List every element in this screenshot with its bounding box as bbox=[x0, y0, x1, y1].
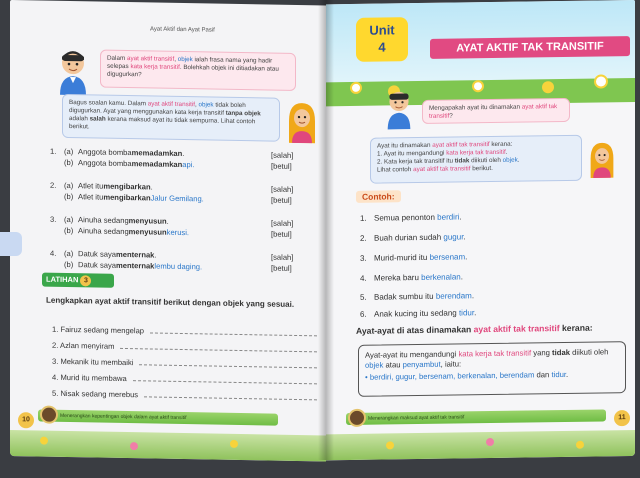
example-text: Ainuha sedang bbox=[78, 215, 129, 226]
bullet-text: berdiri, gugur, bersenam, berkenalan, berendam bbox=[369, 370, 535, 382]
boy-avatar-icon bbox=[56, 49, 90, 96]
sentence-verb: berdiri bbox=[437, 212, 460, 222]
bullet-icon: • bbox=[365, 372, 370, 382]
sentence-end: . bbox=[459, 212, 462, 222]
bubble-text: adalah bbox=[69, 115, 90, 123]
example-text: Atlet itu bbox=[78, 181, 104, 191]
flower-icon bbox=[486, 438, 494, 446]
bullet-text: tidur bbox=[551, 369, 566, 380]
answer-blank[interactable] bbox=[150, 326, 317, 336]
bubble-highlight: kata kerja transitif bbox=[130, 63, 180, 71]
example-rest: . bbox=[154, 250, 157, 260]
example-label: (b) bbox=[64, 225, 74, 235]
box-text: diikuti oleh bbox=[570, 347, 609, 357]
example-verb: menternak bbox=[116, 249, 155, 260]
example-object: lembu daging. bbox=[154, 261, 203, 271]
bubble-text: Lihat contoh bbox=[377, 166, 414, 174]
example-answer: [salah] bbox=[271, 252, 294, 262]
example-answer: [betul] bbox=[271, 229, 292, 239]
unit-number: 4 bbox=[378, 39, 386, 55]
bubble-highlight: kata kerja tak transitif bbox=[446, 148, 506, 157]
bubble-text: . bbox=[517, 156, 520, 164]
example-verb: mengibarkan bbox=[103, 181, 151, 192]
answer-blank[interactable] bbox=[139, 358, 317, 368]
example-verb: memadamkan bbox=[131, 148, 183, 159]
flower-icon bbox=[576, 441, 584, 449]
bubble-highlight: ayat aktif tak transitif bbox=[429, 103, 558, 120]
example-label: (a) bbox=[64, 146, 74, 157]
bubble-bold: tanpa objek bbox=[225, 109, 261, 118]
pencil-clip-icon bbox=[0, 232, 22, 256]
bubble-highlight: ayat aktif transitif bbox=[126, 55, 175, 63]
bubble-text: ? bbox=[449, 112, 453, 120]
answer-blank[interactable] bbox=[144, 390, 317, 400]
footer bbox=[346, 406, 606, 428]
bubble-text: Ayat itu dinamakan bbox=[377, 141, 433, 150]
right-page bbox=[326, 0, 635, 460]
book-spine bbox=[318, 0, 334, 460]
girl-avatar-icon bbox=[286, 101, 318, 144]
box-bold: tidak bbox=[552, 347, 570, 358]
example-sentence bbox=[360, 291, 474, 302]
bullet-text: dan bbox=[534, 370, 552, 380]
bubble-text: 1. Ayat itu mengandungi bbox=[377, 149, 447, 158]
bubble-highlight: objek bbox=[502, 156, 518, 164]
footer bbox=[38, 406, 278, 428]
example-text: Anggota bomba bbox=[78, 147, 132, 158]
sentence-text: Buah durian sudah bbox=[374, 232, 444, 243]
speech-bubble-question bbox=[100, 50, 296, 91]
sentence-text: Mereka baru bbox=[374, 272, 422, 283]
example-answer: [betul] bbox=[271, 263, 292, 273]
bubble-highlight: ayat aktif transitif bbox=[147, 100, 196, 109]
exercise-text: 5. Nisak sedang merebus bbox=[52, 388, 139, 400]
sentence-verb: berendam bbox=[435, 291, 472, 301]
example-rest: . bbox=[150, 182, 153, 192]
grass-border bbox=[326, 430, 635, 460]
sentence-text: Semua penonton bbox=[374, 212, 438, 223]
sentence-number: 6. bbox=[360, 309, 367, 319]
page-number: 11 bbox=[614, 410, 630, 426]
bubble-text: berikut. bbox=[470, 164, 493, 173]
objective-badge-icon bbox=[348, 409, 366, 427]
example-number: 3. bbox=[50, 214, 57, 224]
bubble-text: diikuti oleh bbox=[469, 156, 503, 165]
flower-icon bbox=[472, 80, 484, 92]
bubble-bold: salah bbox=[89, 115, 106, 123]
answer-blank[interactable] bbox=[133, 374, 317, 384]
example-number: 2. bbox=[50, 180, 57, 190]
grass-border bbox=[10, 430, 326, 462]
bubble-highlight: objek bbox=[177, 55, 193, 64]
example-label: (a) bbox=[64, 214, 74, 225]
sentence-text: Murid-murid itu bbox=[374, 252, 430, 263]
page-title: AYAT AKTIF TAK TRANSITIF bbox=[430, 36, 630, 59]
bubble-text: . bbox=[505, 148, 508, 156]
bubble-text: 2. Kata kerja tak transitif itu bbox=[377, 157, 455, 166]
example-list bbox=[50, 147, 305, 172]
sentence-number: 3. bbox=[360, 253, 367, 263]
example-list bbox=[50, 181, 305, 206]
example-text: Datuk saya bbox=[78, 249, 116, 259]
exercise-item[interactable] bbox=[52, 373, 317, 387]
sentence-end: . bbox=[471, 291, 475, 301]
box-highlight: objek bbox=[365, 360, 384, 370]
example-rest: . bbox=[182, 149, 185, 159]
exercise-text: 3. Mekanik itu membaiki bbox=[52, 356, 134, 368]
example-object: Jalur Gemilang. bbox=[150, 192, 204, 203]
sentence-verb: bersenam bbox=[429, 252, 466, 262]
sentence-text: Badak sumbu itu bbox=[374, 291, 436, 302]
girl-avatar-icon bbox=[588, 140, 616, 178]
speech-bubble-answer bbox=[370, 135, 582, 184]
box-text: atau bbox=[383, 360, 403, 370]
sentence-number: 1. bbox=[360, 213, 367, 223]
box-highlight: kata kerja tak transitif bbox=[458, 348, 532, 359]
footer-bar bbox=[38, 409, 278, 425]
box-text: yang bbox=[531, 348, 553, 358]
sentence-end: . bbox=[465, 252, 468, 262]
latihan-number: 3 bbox=[80, 275, 91, 286]
bubble-highlight: ayat aktif tak transitif bbox=[432, 141, 490, 149]
exercise-item[interactable] bbox=[52, 357, 317, 371]
example-text: Ainuha sedang bbox=[78, 225, 129, 236]
footer-bar bbox=[346, 409, 606, 425]
example-object: kerusi. bbox=[166, 227, 190, 237]
summary-heading bbox=[356, 323, 593, 336]
box-highlight: penyambut bbox=[402, 359, 441, 370]
exercise-instruction: Lengkapkan ayat aktif transitif berikut dengan objek yang sesuai. bbox=[46, 295, 295, 309]
bubble-text: tidak boleh digugurkan. Ayat yang menggunakan kata kerja transitif bbox=[69, 101, 246, 117]
example-verb: mengibarkan bbox=[103, 192, 151, 202]
example-answer: [salah] bbox=[271, 150, 294, 160]
example-answer: [betul] bbox=[271, 195, 292, 205]
example-sentence bbox=[360, 212, 462, 222]
flower-icon bbox=[350, 82, 362, 94]
answer-blank[interactable] bbox=[120, 342, 317, 352]
bubble-text: Bagus soalan kamu. Dalam bbox=[69, 99, 148, 108]
sentence-number: 4. bbox=[360, 273, 367, 283]
example-sentence bbox=[360, 252, 467, 262]
boy-avatar-icon bbox=[384, 89, 414, 129]
example-label: (a) bbox=[64, 248, 74, 259]
flower-icon bbox=[40, 437, 48, 445]
example-label: (b) bbox=[64, 259, 74, 269]
bullet-text: . bbox=[566, 369, 569, 379]
bubble-highlight: ayat aktif tak transitif bbox=[413, 165, 471, 174]
sentence-end: . bbox=[463, 232, 466, 242]
example-verb: menternak bbox=[116, 260, 155, 271]
left-page bbox=[10, 0, 326, 462]
exercise-item[interactable] bbox=[52, 325, 317, 339]
bubble-text: , bbox=[174, 55, 178, 63]
footer-text: Menerangkan kepentingan objek dalam ayat aktif transitif bbox=[60, 412, 187, 422]
exercise-text: 2. Azlan menyiram bbox=[52, 340, 115, 351]
unit-label: Unit bbox=[369, 22, 395, 38]
example-label: (a) bbox=[64, 180, 74, 191]
example-verb: memadamkan bbox=[131, 158, 183, 169]
sentence-verb: tidur bbox=[458, 308, 475, 318]
page-number: 10 bbox=[18, 412, 34, 428]
example-text: Atlet itu bbox=[78, 191, 104, 202]
summary-box bbox=[358, 341, 626, 397]
footer-text: Menerangkan maksud ayat aktif tak transitif bbox=[368, 414, 465, 422]
example-label: (b) bbox=[64, 157, 74, 167]
example-text: Anggota bomba bbox=[78, 157, 132, 168]
example-rest: . bbox=[166, 216, 169, 226]
sentence-number: 5. bbox=[360, 292, 367, 302]
sentence-end: . bbox=[460, 272, 463, 282]
example-list bbox=[50, 249, 305, 274]
example-answer: [salah] bbox=[271, 184, 294, 194]
bubble-text: kerana maksud ayat itu tidak sempurna. Lihat contoh berikut. bbox=[69, 115, 256, 131]
sentence-verb: gugur bbox=[443, 232, 464, 242]
bubble-bold: tidak bbox=[454, 157, 470, 165]
contoh-label: Contoh: bbox=[356, 190, 401, 203]
exercise-text: 1. Fairuz sedang mengelap bbox=[52, 324, 145, 336]
box-text: Ayat-ayat itu mengandungi bbox=[365, 349, 459, 360]
sentence-verb: berkenalan bbox=[421, 272, 461, 282]
summary-highlight: ayat aktif tak transitif bbox=[473, 323, 560, 335]
example-text: Datuk saya bbox=[78, 259, 116, 270]
example-sentence bbox=[360, 232, 466, 242]
flower-icon bbox=[230, 440, 238, 448]
summary-text: Ayat-ayat di atas dinamakan bbox=[356, 324, 474, 336]
objective-badge-icon bbox=[40, 406, 58, 424]
bubble-text: Mengapakah ayat itu dinamakan bbox=[429, 103, 522, 112]
flower-icon bbox=[386, 441, 394, 449]
example-list bbox=[50, 215, 305, 240]
sentence-text: Anak kucing itu sedang bbox=[374, 308, 459, 319]
example-label: (b) bbox=[64, 191, 74, 201]
example-answer: [betul] bbox=[271, 161, 292, 171]
example-answer: [salah] bbox=[271, 218, 294, 228]
example-object: api. bbox=[182, 159, 195, 169]
bubble-text: , bbox=[195, 101, 199, 109]
example-verb: menyusun bbox=[128, 226, 167, 237]
bubble-text: kerana: bbox=[489, 140, 513, 149]
latihan-label: LATIHAN bbox=[46, 274, 79, 285]
unit-badge bbox=[356, 17, 408, 62]
exercise-text: 4. Murid itu membawa bbox=[52, 372, 127, 384]
example-number: 1. bbox=[50, 146, 57, 156]
bubble-text: Dalam bbox=[107, 54, 127, 63]
sentence-number: 2. bbox=[360, 233, 367, 243]
exercise-item[interactable] bbox=[52, 341, 317, 355]
exercise-item[interactable] bbox=[52, 389, 317, 403]
bubble-text: . Bolehkah objek ini ditiadakan atau digugurkan? bbox=[107, 63, 279, 79]
latihan-badge bbox=[42, 273, 114, 288]
speech-bubble-question bbox=[422, 98, 570, 124]
running-head: Ayat Aktif dan Ayat Pasif bbox=[150, 26, 215, 34]
bullet-line bbox=[365, 369, 619, 383]
flower-icon bbox=[130, 442, 138, 450]
sentence-end: . bbox=[474, 308, 477, 318]
speech-bubble-answer bbox=[62, 94, 280, 142]
bubble-highlight: objek bbox=[198, 101, 214, 109]
summary-text: kerana: bbox=[559, 322, 593, 334]
example-number: 4. bbox=[50, 248, 57, 258]
example-sentence bbox=[360, 272, 463, 282]
flower-icon bbox=[542, 81, 554, 93]
example-sentence bbox=[360, 308, 476, 319]
box-text: , iaitu: bbox=[440, 359, 462, 369]
example-verb: menyusun bbox=[128, 216, 167, 226]
bubble-text: ialah frasa nama yang hadir selepas bbox=[107, 56, 273, 71]
